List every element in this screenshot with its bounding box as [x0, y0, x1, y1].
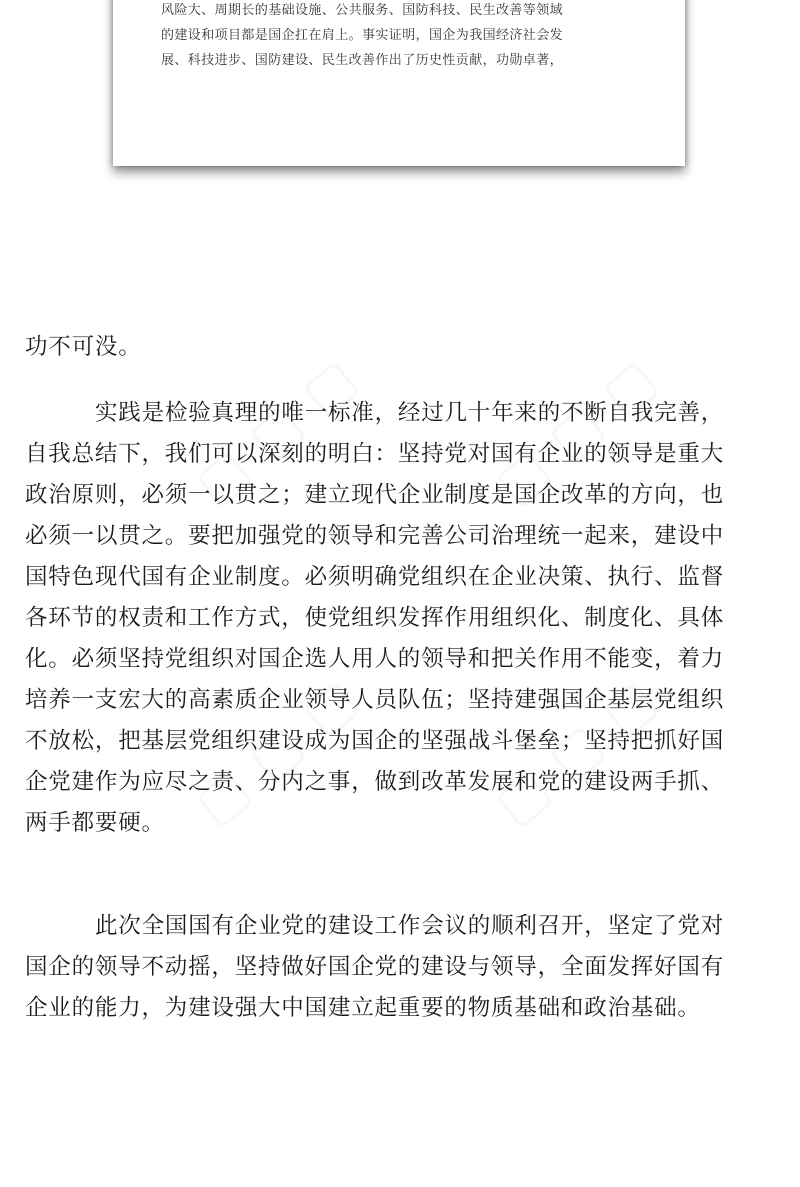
paragraph-line: 化。必须坚持党组织对国企选人用人的领导和把关作用不能变，着力: [25, 646, 725, 672]
watermark: ▢ ▢ ▢: [182, 666, 369, 837]
watermark: ▢ ▢ ▢: [182, 346, 369, 517]
paragraph-line: 企业的能力，为建设强大中国建立起重要的物质基础和政治基础。: [25, 995, 701, 1021]
card-line: 展、科技进步、国防建设、民生改善作出了历史性贡献，功勋卓著，: [161, 53, 564, 68]
paragraph-line: 必须一以贯之。要把加强党的领导和完善公司治理统一起来，建设中: [25, 523, 725, 549]
paragraph-line: 实践是检验真理的唯一标准，经过几十年来的不断自我完善，: [95, 400, 725, 426]
paragraph-line: 国特色现代国有企业制度。必须明确党组织在企业决策、执行、监督: [25, 564, 725, 590]
paragraph-2: [25, 393, 777, 844]
watermark: ▢ ▢ ▢: [482, 346, 669, 517]
paragraph-3: [25, 906, 777, 1029]
paragraph-line: 政治原则，必须一以贯之；建立现代企业制度是国企改革的方向，也: [25, 482, 725, 508]
paragraph-line: 不放松，把基层党组织建设成为国企的坚强战斗堡垒；坚持把抓好国: [25, 728, 725, 754]
paragraph-line: 各环节的权责和工作方式，使党组织发挥作用组织化、制度化、具体: [25, 605, 725, 631]
paragraph-line: 此次全国国有企业党的建设工作会议的顺利召开，坚定了党对: [95, 913, 725, 939]
paragraph-line: 自我总结下，我们可以深刻的明白：坚持党对国有企业的领导是重大: [25, 441, 725, 467]
card-line: 风险大、周期长的基础设施、公共服务、国防科技、民生改善等领域: [161, 3, 564, 18]
quote-card-text: [161, 0, 641, 73]
quote-card: [113, 0, 685, 166]
paragraph-line: 培养一支宏大的高素质企业领导人员队伍；坚持建强国企基层党组织: [25, 687, 725, 713]
paragraph-line: 两手都要硬。: [25, 810, 165, 836]
paragraph-line: 企党建作为应尽之责、分内之事，做到改革发展和党的建设两手抓、: [25, 769, 725, 795]
paragraph-1: [25, 327, 777, 368]
paragraph-line: 功不可没。: [25, 334, 142, 360]
watermark: ▢ ▢ ▢: [482, 666, 669, 837]
paragraph-line: 国企的领导不动摇，坚持做好国企党的建设与领导，全面发挥好国有: [25, 954, 725, 980]
card-line: 的建设和项目都是国企扛在肩上。事实证明，国企为我国经济社会发: [161, 28, 564, 43]
